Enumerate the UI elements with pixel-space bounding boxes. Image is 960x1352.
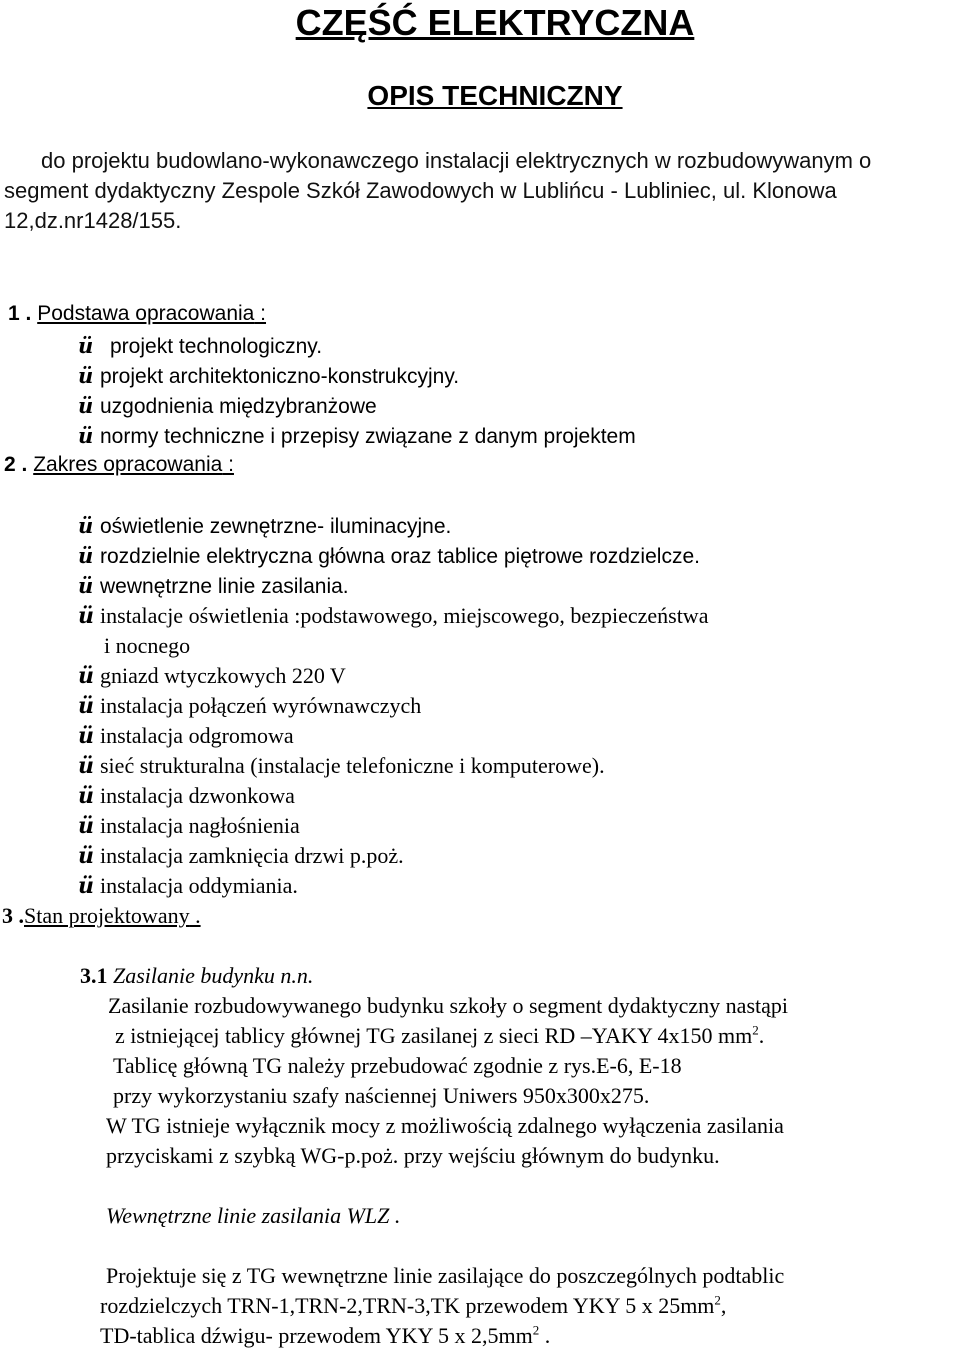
list-item: ü projekt technologiczny. <box>78 333 323 358</box>
checkmark-icon: ü <box>78 813 94 839</box>
section-2-heading <box>4 453 234 477</box>
list-item: ü normy techniczne i przepisy związane z danym projektem <box>78 423 636 448</box>
section-1-title: Podstawa opracowania <box>37 302 255 325</box>
paragraph-line: W TG istnieje wyłącznik mocy z możliwością zdalnego wyłączenia zasilania <box>106 1113 784 1138</box>
checkmark-icon: ü <box>78 843 94 869</box>
section-2-number: 2 . <box>4 453 28 476</box>
checkmark-icon: ü <box>78 543 94 568</box>
section-3-number: 3 . <box>2 903 24 928</box>
list-item-continuation: i nocnego <box>104 633 191 658</box>
list-item: ü sieć strukturalna (instalacje telefoniczne i komputerowe). <box>78 753 605 779</box>
checkmark-icon: ü <box>78 663 94 689</box>
list-item: ü uzgodnienia międzybranżowe <box>78 393 377 418</box>
list-item: ü instalacja oddymiania. <box>78 873 298 899</box>
subsection-3-1-title: Zasilanie budynku n.n. <box>107 963 314 988</box>
list-item: ü instalacja nagłośnienia <box>78 813 300 839</box>
intro-paragraph: do projektu budowlano-wykonawczego instalacji elektrycznych w rozbudowywanym o segment dydaktyczny Zespole Szkół Zawodowych w Lublińcu - Lubliniec, ul. Klonowa 12,dz.nr1428/155. <box>4 148 872 233</box>
wlz-heading: Wewnętrzne linie zasilania WLZ . <box>106 1203 401 1228</box>
paragraph-line: rozdzielczych TRN-1,TRN-2,TRN-3,TK przewodem YKY 5 x $25mm^2$, <box>100 1292 727 1318</box>
checkmark-icon: ü <box>78 423 94 448</box>
section-3-suffix: . <box>189 903 201 928</box>
document-title: CZĘŚĆ ELEKTRYCZNA <box>295 2 695 43</box>
checkmark-icon: ü <box>78 573 94 598</box>
checkmark-icon: ü <box>78 783 94 809</box>
list-item: ü instalacja zamknięcia drzwi p.poż. <box>78 843 404 869</box>
list-item: ü oświetlenie zewnętrzne- iluminacyjne. <box>78 513 452 538</box>
checkmark-icon: ü <box>78 723 94 749</box>
section-2-suffix: : <box>222 453 234 476</box>
subsection-3-1-heading <box>80 963 313 989</box>
checkmark-icon: ü <box>78 333 94 358</box>
document-subtitle: OPIS TECHNICZNY <box>367 80 623 111</box>
section-3-title: Stan projektowany <box>24 903 190 928</box>
checkmark-icon: ü <box>78 603 94 629</box>
subsection-3-1-number: 3.1 <box>80 963 108 988</box>
checkmark-icon: ü <box>78 753 94 779</box>
list-item: ü wewnętrzne linie zasilania. <box>78 573 349 598</box>
section-3-heading <box>2 903 201 929</box>
checkmark-icon: ü <box>78 363 94 388</box>
checkmark-icon: ü <box>78 873 94 899</box>
section-2-title: Zakres opracowania <box>33 453 223 476</box>
section-1-heading <box>8 302 266 326</box>
checkmark-icon: ü <box>78 513 94 538</box>
paragraph-line: TD-tablica dźwigu- przewodem YKY 5 x $2,5mm^2$ . <box>100 1322 551 1348</box>
list-item: ü instalacja odgromowa <box>78 723 294 749</box>
list-item: ü instalacje oświetlenia :podstawowego, miejscowego, bezpieczeństwa <box>78 603 709 629</box>
list-item: ü projekt architektoniczno-konstrukcyjny. <box>78 363 460 388</box>
list-item: ü instalacja dzwonkowa <box>78 783 295 809</box>
checkmark-icon: ü <box>78 393 94 418</box>
paragraph-line: z istniejącej tablicy głównej TG zasilanej z sieci RD –YAKY 4x150 $mm^2$. <box>115 1022 765 1048</box>
section-1-suffix: : <box>254 302 267 325</box>
list-item: ü gniazd wtyczkowych 220 V <box>78 663 346 689</box>
paragraph-line: przy wykorzystaniu szafy naściennej Uniwers 950x300x275. <box>113 1083 650 1108</box>
paragraph-line: Tablicę główną TG należy przebudować zgodnie z rys.E-6, E-18 <box>113 1053 682 1078</box>
paragraph-line: przyciskami z szybką WG-p.poż. przy wejściu głównym do budynku. <box>106 1143 720 1168</box>
paragraph-line: Zasilanie rozbudowywanego budynku szkoły o segment dydaktyczny nastąpi <box>108 993 789 1018</box>
paragraph-line: Projektuje się z TG wewnętrzne linie zasilające do poszczególnych podtablic <box>106 1263 785 1288</box>
list-item: ü rozdzielnie elektryczna główna oraz tablice piętrowe rozdzielcze. <box>78 543 700 568</box>
list-item: ü instalacja połączeń wyrównawczych <box>78 693 422 719</box>
checkmark-icon: ü <box>78 693 94 719</box>
section-1-number: 1 . <box>8 302 32 325</box>
